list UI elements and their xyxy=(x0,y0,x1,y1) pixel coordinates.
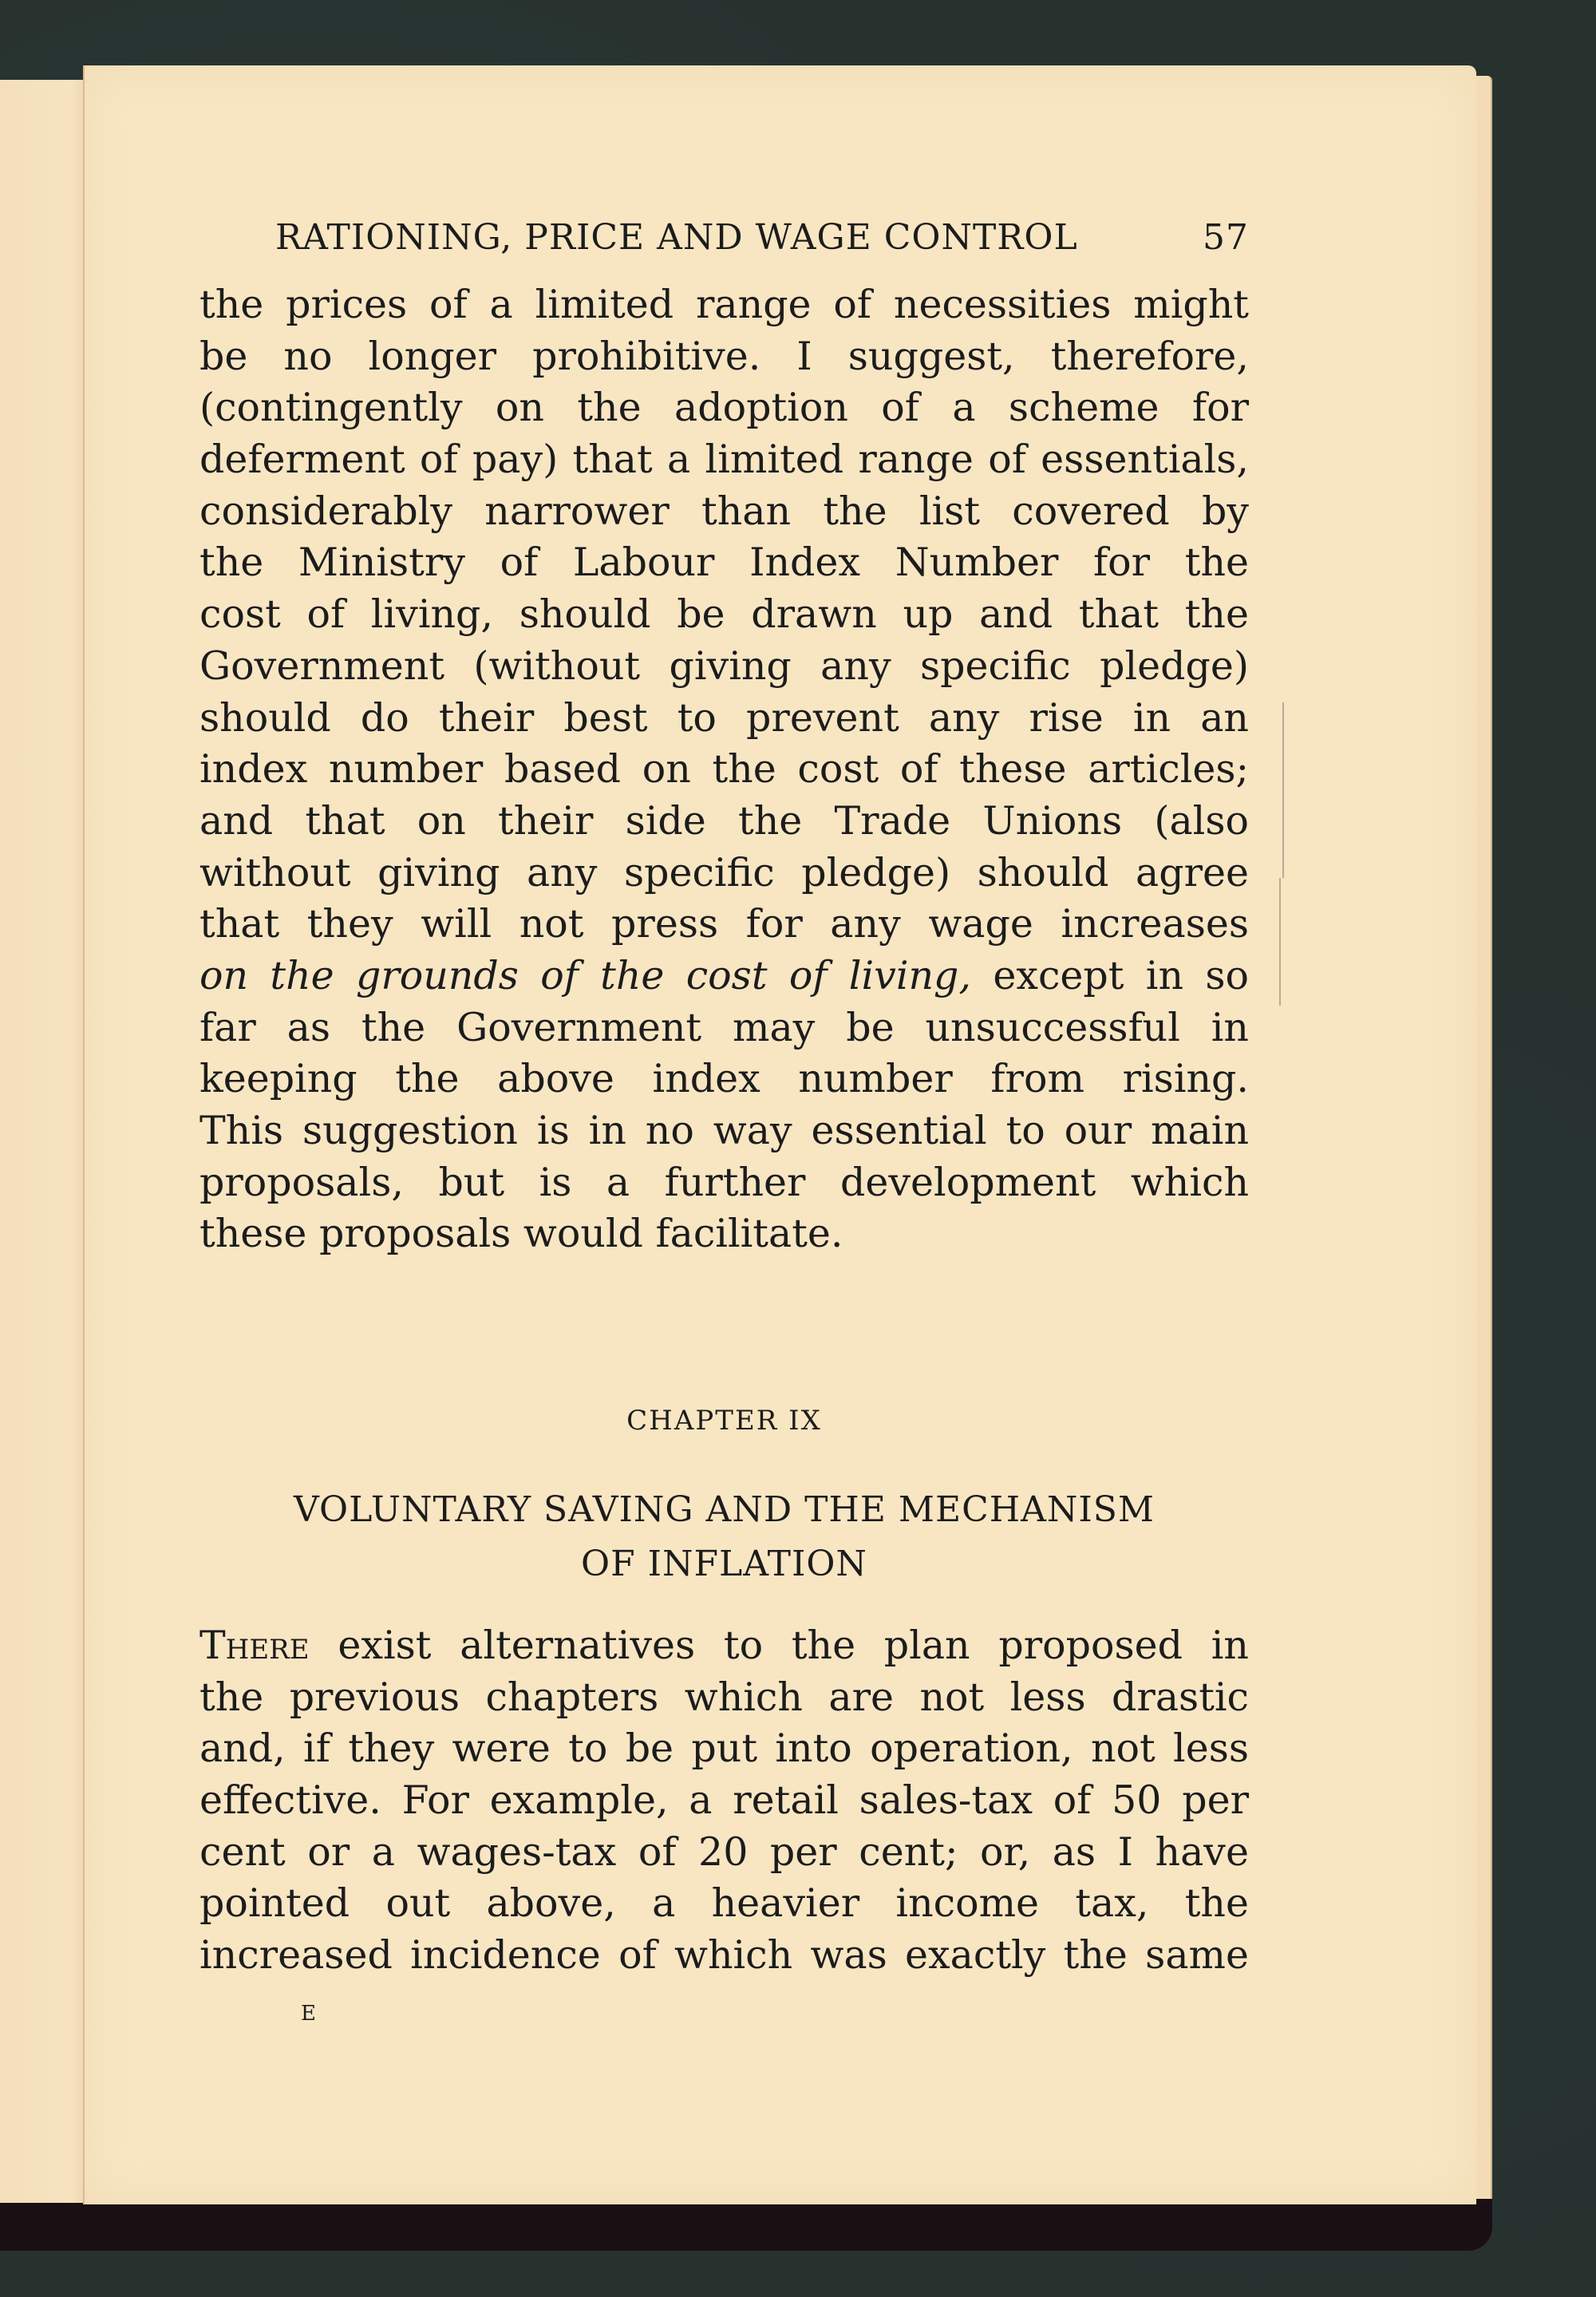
text-line: proposals, but is a further development which xyxy=(200,1159,1249,1205)
text-line: keeping the above index number from rising. xyxy=(200,1056,1249,1102)
text-line-italic-mixed xyxy=(200,951,1249,1002)
chapter-title-line: OF INFLATION xyxy=(581,1544,867,1584)
text-fragment: except in so xyxy=(971,952,1249,998)
chapter-title-line: VOLUNTARY SAVING AND THE MECHANISM xyxy=(294,1489,1155,1530)
text-line: the previous chapters which are not less drastic xyxy=(200,1674,1249,1720)
paragraph-2 xyxy=(200,1620,1249,1982)
text-line: Government (without giving any specific pledge) xyxy=(200,642,1249,689)
text-fragment: exist alternatives to the plan proposed in xyxy=(309,1623,1249,1668)
running-head-title: RATIONING, PRICE AND WAGE CONTROL xyxy=(275,217,1078,258)
text-line: deferment of pay) that a limited range of essentials, xyxy=(200,437,1249,483)
text-line: index number based on the cost of these articles; xyxy=(200,746,1249,793)
chapter-number: CHAPTER IX xyxy=(626,1405,822,1437)
page-number: 57 xyxy=(1203,217,1249,258)
text-line: pointed out above, a heavier income tax, the xyxy=(200,1880,1249,1927)
smallcaps-lead: There xyxy=(200,1623,310,1668)
text-line-opening xyxy=(200,1620,1249,1672)
running-head xyxy=(275,217,1249,258)
text-line: the prices of a limited range of necessities might xyxy=(200,282,1249,327)
margin-pencil-mark xyxy=(1282,702,1284,878)
chapter-title xyxy=(200,1483,1249,1591)
text-line: considerably narrower than the list covered by xyxy=(200,488,1249,534)
text-line: cent or a wages-tax of 20 per cent; or, as I have xyxy=(200,1829,1249,1875)
signature-mark: E xyxy=(301,2002,316,2026)
margin-pencil-mark xyxy=(1279,878,1281,1006)
text-line: cost of living, should be drawn up and that the xyxy=(200,591,1249,638)
text-line: and, if they were to be put into operation, not less xyxy=(200,1726,1249,1772)
text-line: increased incidence of which was exactly the same xyxy=(200,1932,1249,1979)
text-line: and that on their side the Trade Unions (also xyxy=(200,797,1249,844)
text-line: This suggestion is in no way essential to our main xyxy=(200,1108,1249,1153)
text-line: (contingently on the adoption of a scheme for xyxy=(200,385,1249,431)
text-line: far as the Government may be unsuccessful in xyxy=(200,1004,1249,1050)
paragraph-1 xyxy=(200,279,1249,1260)
text-line: without giving any specific pledge) should agree xyxy=(200,849,1249,895)
text-line: effective. For example, a retail sales-tax of 50 per xyxy=(200,1777,1249,1824)
text-line: the Ministry of Labour Index Number for the xyxy=(200,540,1249,586)
text-line: should do their best to prevent any rise in an xyxy=(200,694,1249,741)
text-line: that they will not press for any wage increases xyxy=(200,901,1249,947)
text-line: be no longer prohibitive. I suggest, therefore, xyxy=(200,333,1249,379)
left-page-strip xyxy=(0,80,88,2203)
text-line: these proposals would facilitate. xyxy=(200,1211,843,1257)
italic-phrase: on the grounds of the cost of living, xyxy=(200,952,972,998)
